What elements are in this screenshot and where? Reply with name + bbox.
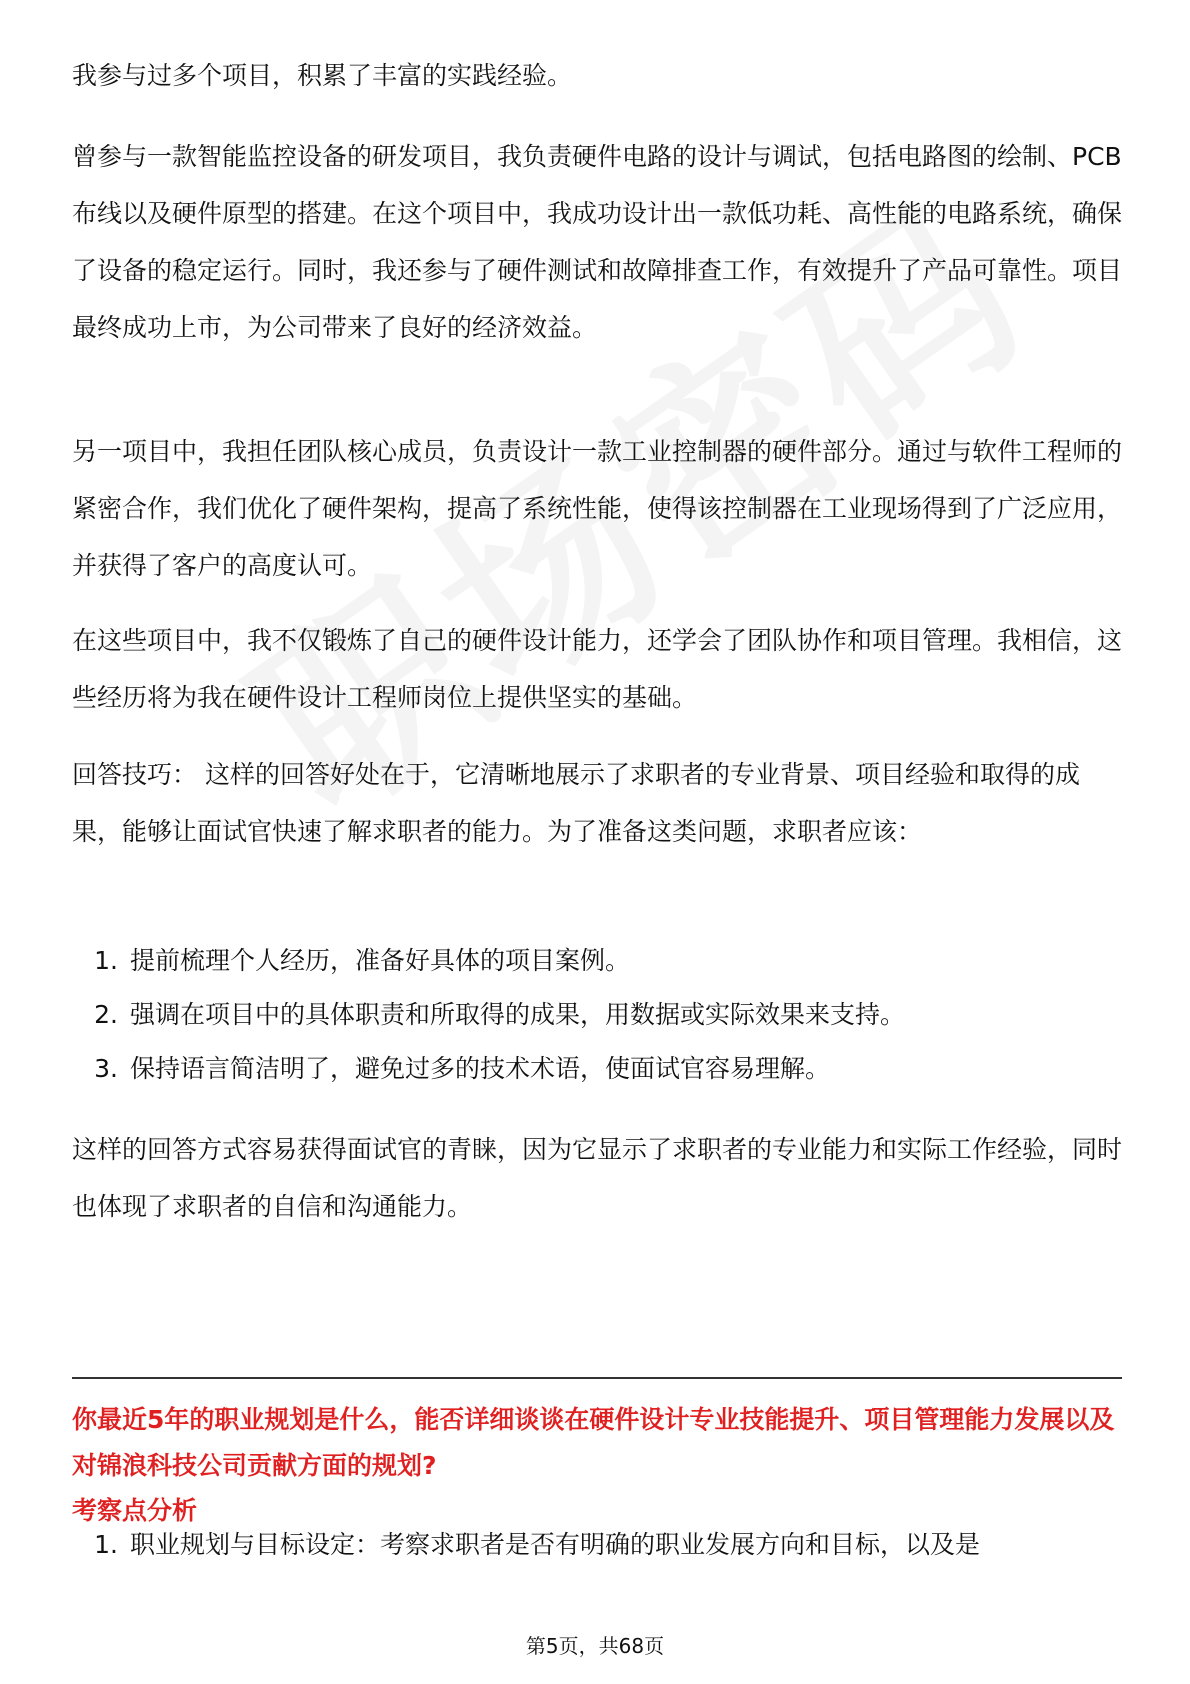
list-item [72, 1040, 1122, 1097]
list-text: 保持语言简洁明了，避免过多的技术术语，使面试官容易理解。 [130, 1054, 831, 1083]
list-number: 2. [94, 1000, 118, 1029]
list-text: 职业规划与目标设定：考察求职者是否有明确的职业发展方向和目标，以及是 [130, 1530, 981, 1559]
closing-paragraph: 这样的回答方式容易获得面试官的青睐，因为它显示了求职者的专业能力和实际工作经验，同时也体现了求职者的自信和沟通能力。 [72, 1135, 1123, 1221]
list-number: 1. [94, 1530, 118, 1559]
paragraph: 曾参与一款智能监控设备的研发项目，我负责硬件电路的设计与调试，包括电路图的绘制、PCB布线以及硬件原型的搭建。在这个项目中，我成功设计出一款低功耗、高性能的电路系统，确保了设备的稳定运行。同时，我还参与了硬件测试和故障排查工作，有效提升了产品可靠性。项目最终成功上市，为公司带来了良好的经济效益。 [72, 142, 1123, 342]
page-footer: 第5页，共68页 [525, 1634, 665, 1658]
paragraph: 另一项目中，我担任团队核心成员，负责设计一款工业控制器的硬件部分。通过与软件工程师的紧密合作，我们优化了硬件架构，提高了系统性能，使得该控制器在工业现场得到了广泛应用，并获得了客户的高度认可。 [72, 437, 1123, 580]
list-text: 强调在项目中的具体职责和所取得的成果，用数据或实际效果来支持。 [130, 1000, 906, 1029]
interview-question: 你最近5年的职业规划是什么，能否详细谈谈在硬件设计专业技能提升、项目管理能力发展以及对锦浪科技公司贡献方面的规划? [72, 1405, 1115, 1480]
list-number: 1. [94, 946, 118, 975]
paragraph: 在这些项目中，我不仅锻炼了自己的硬件设计能力，还学会了团队协作和项目管理。我相信，这些经历将为我在硬件设计工程师岗位上提供坚实的基础。 [72, 626, 1123, 712]
list-item [72, 932, 1122, 989]
paragraph: 我参与过多个项目，积累了丰富的实践经验。 [72, 61, 573, 90]
list-text: 提前梳理个人经历，准备好具体的项目案例。 [130, 946, 631, 975]
section-heading: 考察点分析 [72, 1496, 198, 1525]
list-number: 3. [94, 1054, 118, 1083]
list-item [72, 986, 1122, 1043]
tips-intro: 回答技巧： 这样的回答好处在于，它清晰地展示了求职者的专业背景、项目经验和取得的成果，能够让面试官快速了解求职者的能力。为了准备这类问题，求职者应该： [72, 760, 1080, 846]
section-divider [72, 1377, 1122, 1379]
